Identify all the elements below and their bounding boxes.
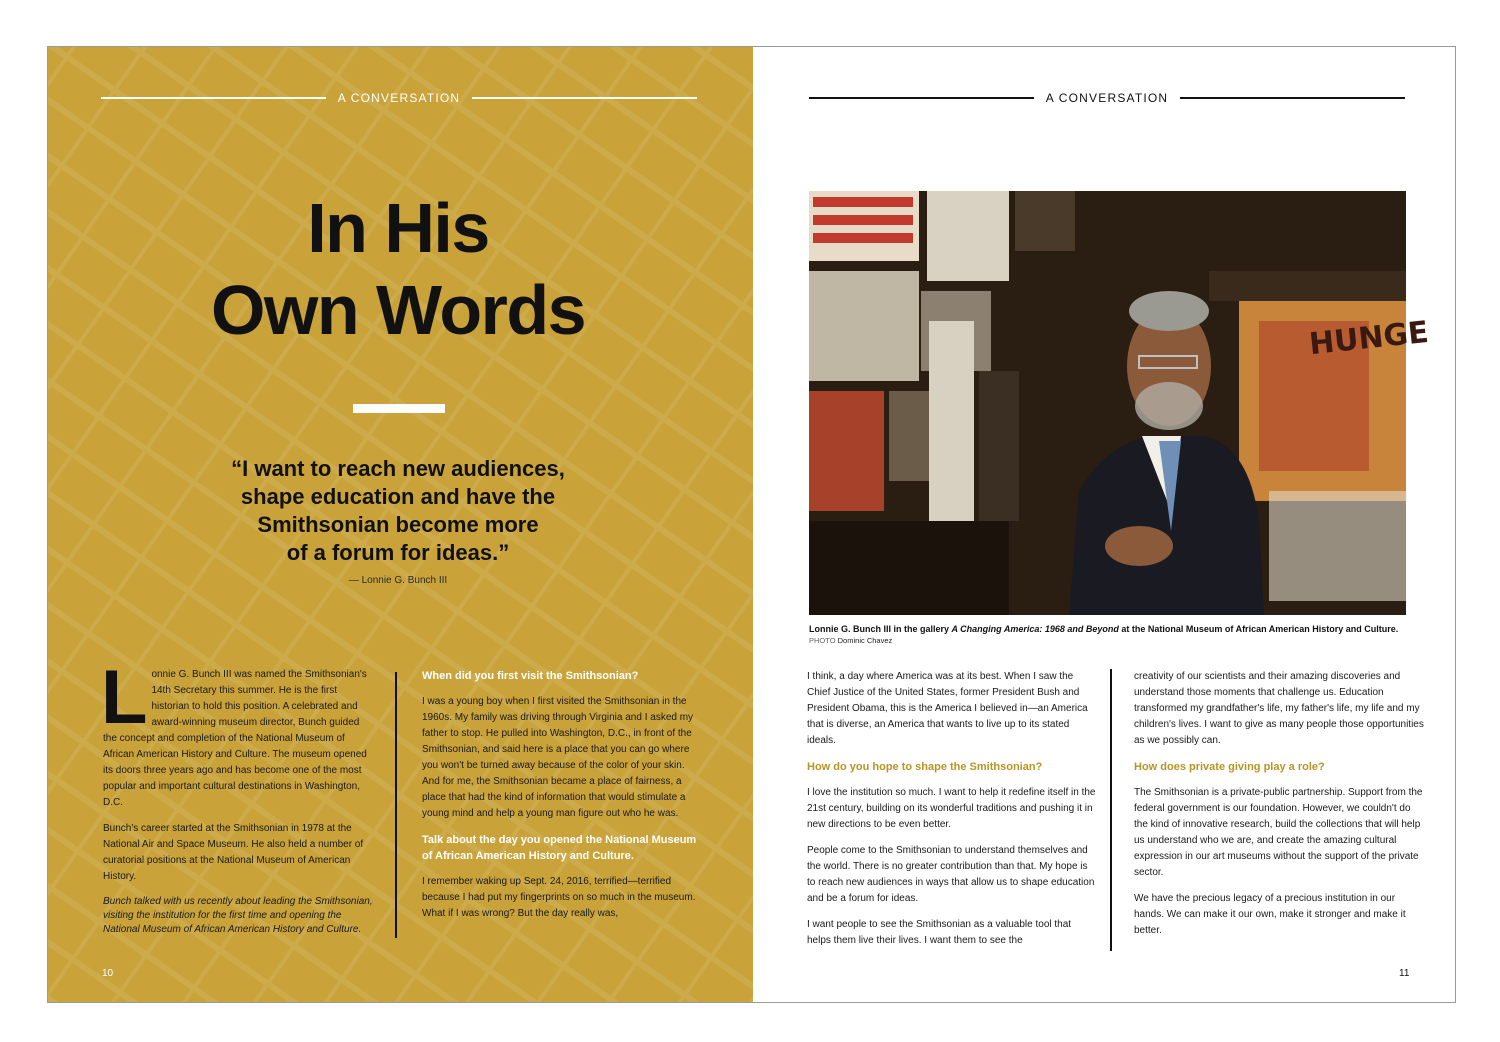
interview-answer: I love the institution so much. I want to help it redefine itself in the 21st century, building on its wonderful traditions and pushing it in new directions to be even better. — [807, 787, 1096, 830]
interview-question: How does private giving play a role? — [1134, 761, 1325, 773]
title-divider — [353, 404, 445, 413]
section-label: A CONVERSATION — [337, 91, 461, 105]
quote-attribution: — Lonnie G. Bunch III — [348, 575, 448, 586]
header-rule — [1180, 97, 1405, 99]
portrait-photo — [809, 191, 1431, 615]
body-paragraph: Bunch's career started at the Smithsonian in 1978 at the National Air and Space Museum. He also held a number of curatorial positions at the National Museum of American History. — [103, 823, 364, 882]
intro-paragraph — [101, 655, 373, 811]
caption-italic: A Changing America: 1968 and Beyond — [951, 624, 1119, 634]
photo-caption — [809, 623, 1429, 647]
title-line: In His — [307, 189, 489, 267]
museum-gallery-image — [809, 191, 1406, 615]
interview-answer: I was a young boy when I first visited the Smithsonian in the 1960s. My family was driving through Virginia and I asked my father to stop. He pulled into Washington, D.C., in front of the Smithsonian, and said here is a place that you can go where you won't be turned away because of the color of your skin. And for me, the Smithsonian became a place of fairness, a place that had the kind of information that would stimulate a young mind and help a young man figure out who he was. — [422, 696, 694, 819]
interview-column — [807, 669, 1097, 959]
interview-answer: We have the precious legacy of a precious institution in our hands. We can make it our own, make it stronger and make it better. — [1134, 893, 1406, 936]
interview-answer: The Smithsonian is a private-public partnership. Support from the federal government is our foundation. However, we couldn't do the kind of innovative research, build the collections that will help us understand who we are, and create the amazing cultural expression in our art museums without the support of the private sector. — [1134, 787, 1423, 878]
header-rule — [472, 97, 697, 99]
pull-quote — [168, 455, 628, 567]
photo-label: PHOTO — [809, 636, 836, 645]
intro-text: onnie G. Bunch III was named the Smithsonian's 14th Secretary this summer. He is the first historian to hold this position. A celebrated and award-winning museum director, Bunch guided the concept and completion of the National Museum of African American History and Culture. The museum opened its doors three years ago and has become one of the most popular and important cultural destinations in Washington, D.C. — [103, 669, 367, 808]
drop-cap: L — [101, 655, 148, 740]
title-line: Own Words — [210, 271, 586, 349]
section-header — [101, 91, 697, 105]
photo-wall-text: HUNGE — [1307, 314, 1431, 363]
interview-question: How do you hope to shape the Smithsonian? — [807, 761, 1043, 773]
interview-answer: People come to the Smithsonian to understand themselves and the world. There is no greater contribution than that. My hope is to reach new audiences in ways that allow us to shape education and be a forum for ideas. — [807, 845, 1095, 904]
interview-column — [1134, 669, 1424, 949]
article-title — [128, 187, 668, 351]
magazine-spread — [47, 46, 1456, 1003]
interview-answer: I remember waking up Sept. 24, 2016, terrified—terrified because I had put my fingerprints on so much in the museum. What if I was wrong? But the day really was, — [422, 876, 696, 919]
column-rule — [395, 672, 397, 938]
quote-line: “I want to reach new audiences, — [231, 456, 565, 481]
interview-answer: I think, a day where America was at its best. When I saw the Chief Justice of the United States, former President Bush and President Obama, this is the America I believed in—an America that is diverse, an America that wants to live up to its stated ideals. — [807, 671, 1088, 746]
caption-suffix: at the National Museum of African American History and Culture. — [1118, 624, 1399, 634]
right-page — [753, 47, 1455, 1002]
quote-line: shape education and have the — [240, 484, 556, 509]
interview-answer: I want people to see the Smithsonian as a valuable tool that helps them live their lives. I want them to see the — [807, 919, 1072, 946]
caption-text — [809, 623, 1429, 635]
page-number: 10 — [102, 968, 114, 979]
interview-question: Talk about the day you opened the National Museum of African American History and Culture. — [422, 834, 697, 862]
caption-prefix: Lonnie G. Bunch III in the gallery — [809, 624, 952, 634]
interview-answer: creativity of our scientists and their amazing discoveries and understand those moments that challenge us. Education transformed my grandfather's life, my father's life, my life and my children's lives. I want to give as many people those opportunities as we possibly can. — [1134, 671, 1424, 746]
left-page — [48, 47, 753, 1002]
header-rule — [101, 97, 326, 99]
photo-credit — [809, 635, 1429, 647]
interview-column — [422, 668, 697, 932]
column-rule — [1110, 669, 1112, 951]
photographer-name: Dominic Chavez — [837, 636, 893, 645]
section-label: A CONVERSATION — [1045, 91, 1169, 105]
interview-question: When did you first visit the Smithsonian? — [422, 670, 639, 682]
quote-line: Smithsonian become more — [257, 512, 539, 537]
section-header — [809, 91, 1405, 105]
intro-column — [101, 655, 373, 947]
page-number: 11 — [1399, 968, 1410, 979]
italic-paragraph: Bunch talked with us recently about leading the Smithsonian, visiting the institution for the first time and opening the National Museum of African American History and Culture. — [103, 896, 373, 935]
header-rule — [809, 97, 1034, 99]
quote-line: of a forum for ideas.” — [286, 540, 510, 565]
